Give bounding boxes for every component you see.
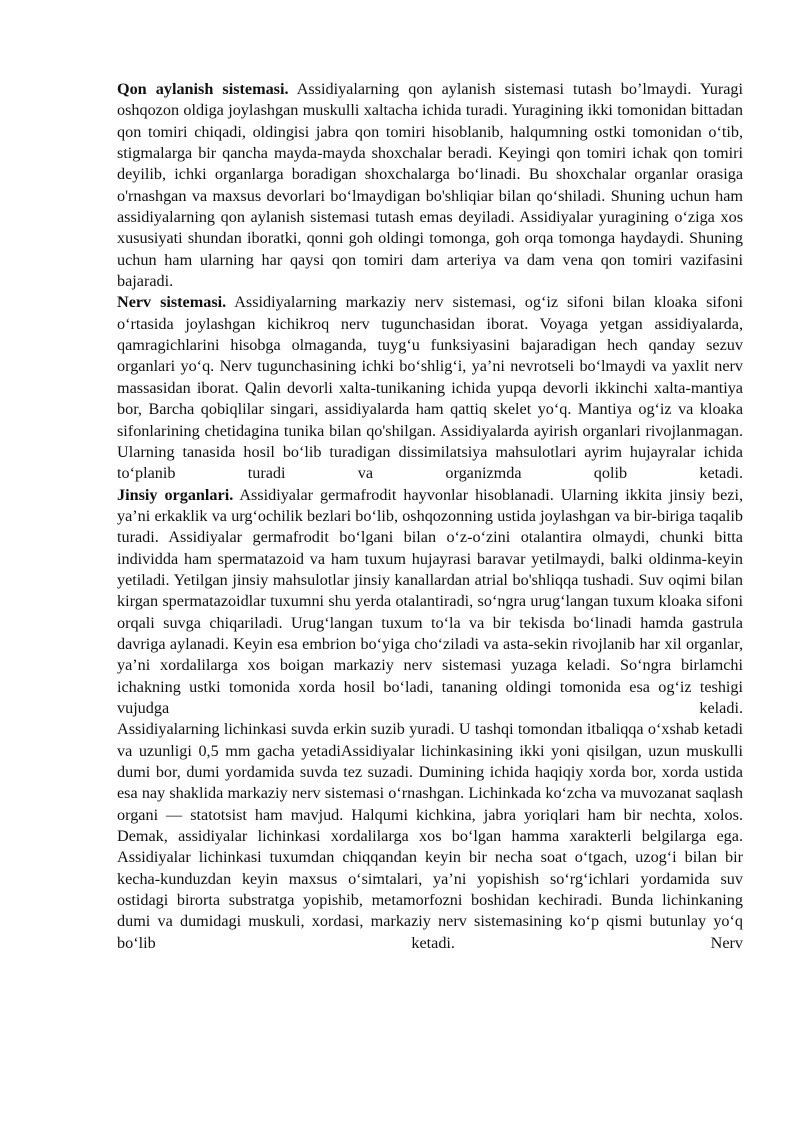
paragraph-text: Demak, assidiyalar lichinkasi xordalilarga xos bo‘lgan hamma xarakterli belgilarga ega. Assidiyalar lichinkasi tuxumdan chiqqandan keyin bir necha soat o‘tgach, uzog‘i bilan bir kecha-kunduzdan keyin maxsus o‘simtalari, ya’ni yopishish so‘rg‘ichlari yordamida suv ostidagi birorta substratga yopishib, metamorfozni boshidan kechiradi. Bunda lichinkaning dumi va dumidagi muskuli, xordasi, markaziy nerv sistemasining ko‘p qismi butunlay yo‘q bo‘lib ketadi. Nerv [117, 827, 743, 952]
paragraph-text: Assidiyalarning lichinkasi suvda erkin suzib yuradi. U tashqi tomondan itbaliqqa o‘xshab ketadi va uzunligi 0,5 mm gacha yetadiAssidiyalar lichinkasining ikki yoni qisilgan, uzun muskulli dumi bor, dumi yordamida suvda tez suzadi. Dumining ichida haqiqiy xorda bor, xorda ustida esa nay shaklida markaziy nerv sistemasi o‘rnashgan. Lichinkada ko‘zcha va muvozanat saqlash organi — statotsist ham mavjud. Halqumi kichkina, jabra yoriqlari ham bir nechta, xolos. [117, 720, 743, 824]
paragraph-reproductive-organs [117, 485, 743, 720]
heading-nervous-system: Nerv sistemasi. [117, 293, 227, 312]
paragraph-larva [117, 719, 743, 826]
paragraph-larva-metamorphosis [117, 826, 743, 954]
heading-circulatory-system: Qon aylanish sistemasi. [117, 80, 289, 98]
paragraph-text: Assidiyalarning markaziy nerv sistemasi, og‘iz sifoni bilan kloaka sifoni o‘rtasida joylashgan kichikroq nerv tugunchasidan iborat. Voyaga yetgan assidiyalarda, qamragichlarini hisobga olmaganda, tuyg‘u funksiyasini bajaradigan hech qanday sezuv organlari yo‘q. Nerv tugunchasining ichki bo‘shlig‘i, ya’ni nevrotseli bo‘lmaydi va yaxlit nerv massasidan iborat. Qalin devorli xalta-tunikaning ichida yupqa devorli ikkinchi xalta-mantiya bor, Barcha qobiqlilar singari, assidiyalarda ham qattiq skelet yo‘q. Mantiya og‘iz va kloaka sifonlarining chetidagina tunika bilan qo'shilgan. Assidiyalarda ayirish organlari rivojlanmagan. Ularning tanasida hosil bo‘lib turadigan dissimilatsiya mahsulotlari ayrim hujayralar ichida to‘planib turadi va organizmda qolib ketadi. [117, 293, 743, 483]
paragraph-nervous-system [117, 292, 743, 484]
paragraph-text: Assidiyalar germafrodit hayvonlar hisoblanadi. Ularning ikkita jinsiy bezi, ya’ni erkaklik va urg‘ochilik bezlari bo‘lib, oshqozonning ustida joylashgan va bir-biriga taqalib turadi. Assidiyalar germafrodit bo‘lgani bilan o‘z-o‘zini otalantira olmaydi, chunki bitta individda ham spermatazoid va ham tuxum hujayrasi baravar yetilmaydi, balki oldinma-keyin yetiladi. Yetilgan jinsiy mahsulotlar jinsiy kanallardan atrial bo'shliqqa tushadi. Suv oqimi bilan kirgan spermatazoidlar tuxumni shu yerda otalantiradi, so‘ngra urug‘langan tuxum kloaka sifoni orqali suvga chiqariladi. Urug‘langan tuxum to‘la va bir tekisda bo‘linadi hamda gastrula davriga aylanadi. Keyin esa embrion bo‘yiga cho‘ziladi va asta-sekin rivojlanib har xil organlar, ya’ni xordalilarga xos boigan markaziy nerv sistemasi yuzaga keladi. So‘ngra birlamchi ichakning ustki tomonida xorda hosil bo‘ladi, tananing oldingi tomonida esa og‘iz teshigi vujudga keladi. [117, 485, 743, 717]
paragraph-text: Assidiyalarning qon aylanish sistemasi tutash bo’lmaydi. Yuragi oshqozon oldiga joylashgan muskulli xaltacha ichida turadi. Yuragining ikki tomonidan bittadan qon tomiri chiqadi, oldingisi jabra qon tomiri hisoblanib, halqumning ostki tomonidan o‘tib, stigmalarga bir qancha mayda-mayda shoxchalar beradi. Keyingi qon tomiri ichak qon tomiri deyilib, ichki organlarga boradigan shoxchalarga bo‘linadi. Bu shoxchalar organlar orasiga o'rnashgan va maxsus devorlari bo‘lmaydigan bo'shliqiar bilan qo‘shiladi. Shuning uchun ham assidiyalarning qon aylanish sistemasi tutash emas deyiladi. Assidiyalar yuragining o‘ziga xos xususiyati shundan iboratki, qonni goh oldingi tomonga, goh orqa tomonga haydaydi. Shuning uchun ham ularning har qaysi qon tomiri dam arteriya va dam vena qon tomiri vazifasini bajaradi. [117, 80, 743, 291]
heading-reproductive-organs: Jinsiy organlari. [117, 485, 234, 504]
document-page [117, 79, 743, 954]
paragraph-circulatory-system [117, 79, 743, 292]
